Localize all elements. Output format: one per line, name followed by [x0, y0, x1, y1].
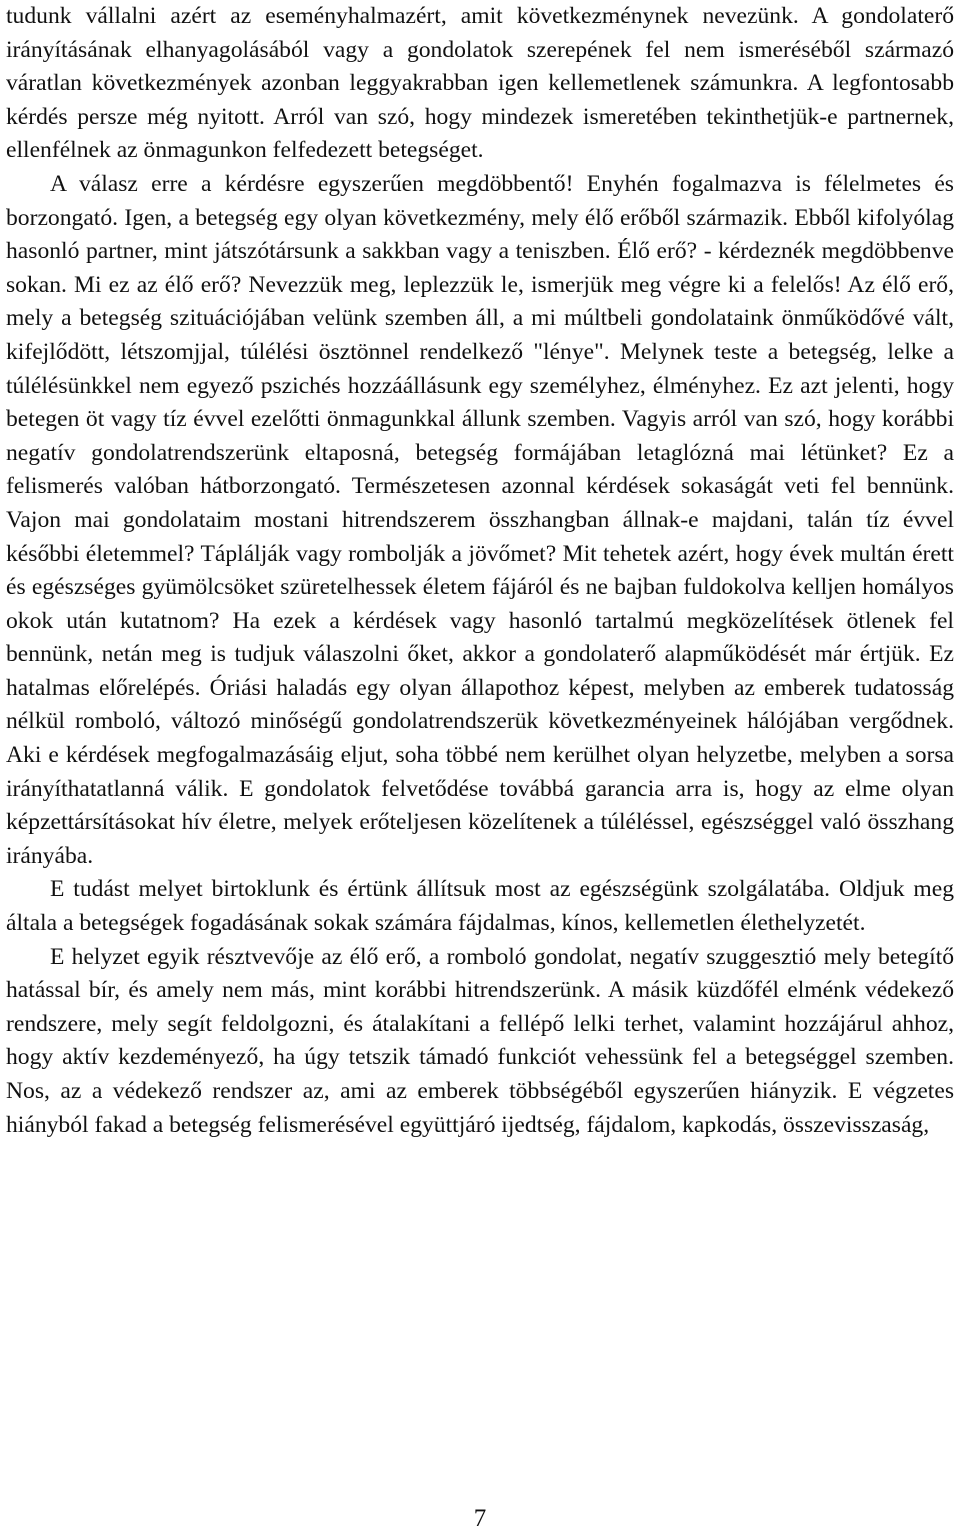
paragraph-4: E helyzet egyik résztvevője az élő erő, a romboló gondolat, negatív szuggesztió mely betegítő hatással bír, és amely nem más, mint korábbi hitrendszerünk. A másik küzdőfél elménk védekező rendszere, mely segít feldolgozni, és átalakítani a fellépő lelki terhet, valamint hozzájárul ahhoz, hogy aktív kezdeményező, ha úgy tetszik támadó funkciót vehessünk fel a betegséggel szemben. Nos, az a védekező rendszer az, ami az emberek többségéből egyszerűen hiányzik. E végzetes hiányból fakad a betegség felismerésével együttjáró ijedtség, fájdalom, kapkodás, összevisszaság,: [6, 943, 954, 1138]
document-page: [6, 0, 954, 1142]
paragraph-2: A válasz erre a kérdésre egyszerűen megdöbbentő! Enyhén fogalmazva is félelmetes és borzongató. Igen, a betegség egy olyan következmény, mely élő erőből származik. Ebből kifolyólag hasonló partner, mint játszótársunk a sakkban vagy a teniszben. Élő erő? - kérdeznék megdöbbenve sokan. Mi ez az élő erő? Nevezzük meg, leplezzük le, ismerjük meg végre ki a felelős! Az élő erő, mely a betegség szituációjában velünk szemben áll, a mi múltbeli gondolataink önműködővé vált, kifejlődött, létszomjjal, túlélési ösztönnel rendelkező "lénye". Melynek teste a betegség, lelke a túlélésünkkel nem egyező pszichés hozzáállásunk egy személyhez, élményhez. Ez azt jelenti, hogy betegen öt vagy tíz évvel ezelőtti önmagunkkal állunk szemben. Vagyis arról van szó, hogy korábbi negatív gondolatrendszerünk eltaposná, betegség formájában letaglózná mai létünket? Ez a felismerés valóban hátborzongató. Természetesen azonnal kérdések sokaságát veti fel bennünk. Vajon mai gondolataim mostani hitrendszerem összhangban állnak-e majdani, talán tíz évvel későbbi életemmel? Táplálják vagy rombolják a jövőmet? Mit tehetek azért, hogy évek multán érett és egészséges gyümölcsöket szüretelhessek életem fájáról és ne bajban fuldokolva kelljen homályos okok után kutatnom? Ha ezek a kérdések vagy hasonló tartalmú megközelítések ötlenek fel bennünk, netán meg is tudjuk válaszolni őket, akkor a gondolaterő alapműködését már értjük. Ez hatalmas előrelépés. Óriási haladás egy olyan állapothoz képest, melyben az emberek tudatosság nélkül romboló, változó minőségű gondolatrendszerük következményeinek hálójában vergődnek. Aki e kérdések megfogalmazásáig eljut, soha többé nem kerülhet olyan helyzetbe, melyben a sorsa irányíthatatlanná válik. E gondolatok felvetődése továbbá garancia arra is, hogy az elme olyan képzettársításokat hív életre, melyek erőteljesen közelítenek a túléléssel, egészséggel való összhang irányába.: [6, 170, 954, 869]
paragraph-3: E tudást melyet birtoklunk és értünk állítsuk most az egészségünk szolgálatába. Oldjuk meg általa a betegségek fogadásának sokak számára fájdalmas, kínos, kellemetlen élethelyzetét.: [6, 876, 954, 937]
paragraph-1: tudunk vállalni azért az eseményhalmazért, amit következménynek nevezünk. A gondolaterő irányításának elhanyagolásából vagy a gondolatok szerepének fel nem ismeréséből származó váratlan következmények azonban leggyakrabban igen kellemetlenek számunkra. A legfontosabb kérdés persze még nyitott. Arról van szó, hogy mindezek ismeretében tekinthetjük-e partnernek, ellenfélnek az önmagunkon felfedezett betegséget.: [6, 3, 954, 164]
page-number: 7: [473, 1505, 487, 1532]
